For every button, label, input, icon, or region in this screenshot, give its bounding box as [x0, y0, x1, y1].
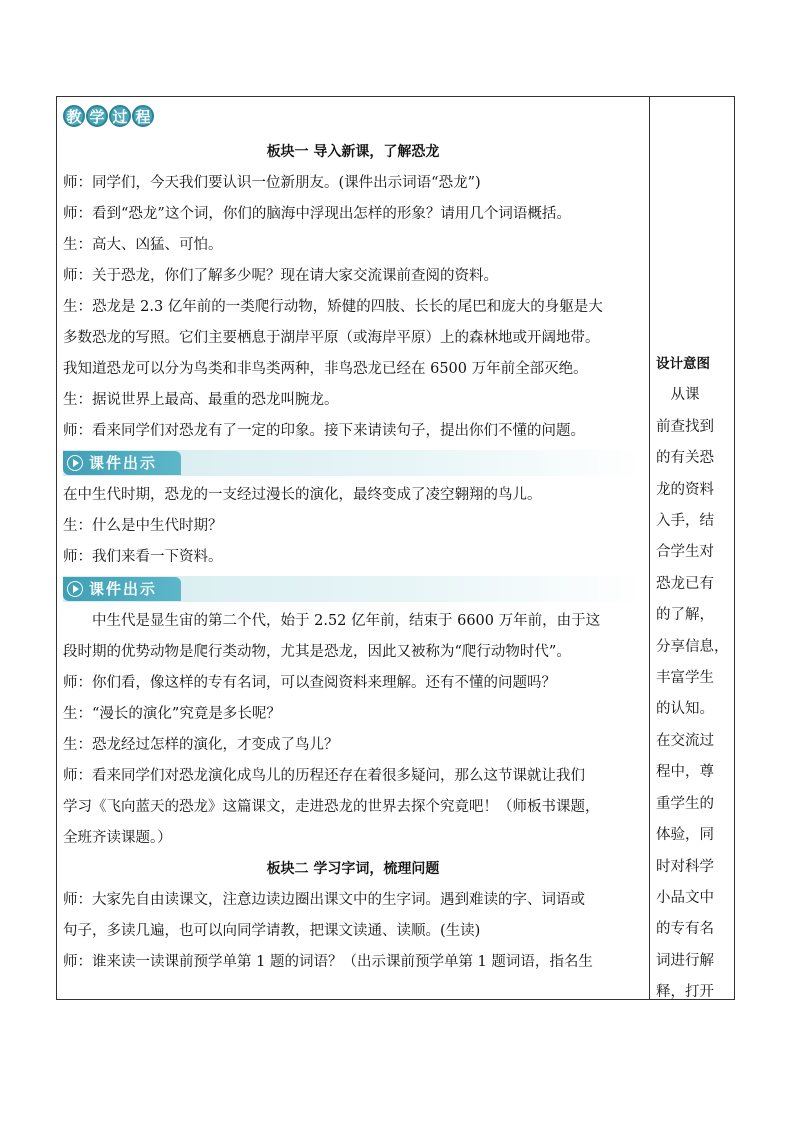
badge-char: 过: [109, 105, 131, 127]
text-line: 师：关于恐龙，你们了解多少呢？现在请大家交流课前查阅的资料。: [63, 268, 498, 284]
side-line: 合学生对: [656, 544, 714, 561]
lesson-content: [63, 137, 643, 978]
text-line: 生：恐龙经过怎样的演化，才变成了鸟儿？: [63, 737, 339, 753]
play-icon: [67, 455, 83, 471]
text-line: 师：你们看，像这样的专有名词，可以查阅资料来理解。还有不懂的问题吗？: [63, 675, 556, 691]
side-line: 时对科学: [656, 858, 714, 875]
text-line: 学习《飞向蓝天的恐龙》这篇课文，走进恐龙的世界去探个究竟吧！（师板书课题，: [63, 799, 600, 815]
side-line: 从课: [656, 387, 700, 404]
text-line: 师：谁来读一读课前预学单第 1 题的词语？（出示课前预学单第 1 题词语，指名生: [63, 954, 593, 970]
side-line: 词进行解: [656, 952, 714, 969]
side-line: 释，打开: [656, 984, 714, 1001]
text-line: 我知道恐龙可以分为鸟类和非鸟类两种，非鸟恐龙已经在 6500 万年前全部灭绝。: [63, 361, 588, 377]
text-line: 段时期的优势动物是爬行类动物，尤其是恐龙，因此又被称为“爬行动物时代”。: [63, 644, 571, 660]
side-line: 的了解，: [656, 607, 714, 624]
lesson-table: [56, 96, 735, 1000]
text-line: 生：据说世界上最高、最重的恐龙叫腕龙。: [63, 392, 339, 408]
side-line: 重学生的: [656, 795, 714, 812]
side-line: 在交流过: [656, 732, 714, 749]
text-line: 多数恐龙的写照。它们主要栖息于湖岸平原（或海岸平原）上的森林地或开阔地带。: [63, 330, 600, 346]
side-line: 恐龙已有: [656, 575, 714, 592]
text-line: 句子，多读几遍，也可以向同学请教，把课文读通、读顺。(生读): [63, 923, 481, 939]
banner-tab: [63, 577, 181, 601]
text-line: 在中生代时期，恐龙的一支经过漫长的演化，最终变成了凌空翱翔的鸟儿。: [63, 487, 542, 503]
section-heading-1: 板块一 导入新课，了解恐龙: [266, 144, 440, 160]
side-line: 小品文中: [656, 889, 714, 906]
side-line: 的认知。: [656, 701, 714, 718]
text-line: 师：大家先自由读课文，注意边读边圈出课文中的生字词。遇到难读的字、词语或: [63, 892, 585, 908]
banner-tab: [63, 451, 181, 475]
text-line: 生：“漫长的演化”究竟是多长呢？: [63, 706, 281, 722]
design-intent-content: [656, 349, 732, 1009]
side-line: 入手，结: [656, 513, 714, 530]
text-line: 师：同学们，今天我们要认识一位新朋友。(课件出示词语“恐龙”): [63, 175, 481, 191]
text-line: 师：我们来看一下资料。: [63, 549, 223, 565]
text-line: 师：看来同学们对恐龙演化成鸟儿的历程还存在着很多疑问，那么这节课就让我们: [63, 768, 585, 784]
section-heading-2: 板块二 学习字词，梳理问题: [266, 861, 440, 877]
side-line: 前查找到: [656, 418, 714, 435]
main-column: [57, 97, 650, 999]
text-line: 师：看来同学们对恐龙有了一定的印象。接下来请读句子，提出你们不懂的问题。: [63, 423, 585, 439]
text-line: 全班齐读课题。）: [63, 830, 172, 846]
side-line: 的有关恐: [656, 450, 714, 467]
side-line: 分享信息，: [656, 638, 729, 655]
text-line: 生：什么是中生代时期？: [63, 518, 223, 534]
side-line: 的专有名: [656, 921, 714, 938]
side-line: 丰富学生: [656, 670, 714, 687]
design-intent-column: [650, 97, 734, 999]
courseware-banner: [63, 450, 643, 476]
text-line: 生：恐龙是 2.3 亿年前的一类爬行动物，矫健的四肢、长长的尾巴和庞大的身躯是大: [63, 299, 603, 315]
text-line: 师：看到“恐龙”这个词，你们的脑海中浮现出怎样的形象？请用几个词语概括。: [63, 206, 571, 222]
badge-char: 学: [86, 105, 108, 127]
badge-char: 程: [132, 105, 154, 127]
badge-char: 教: [63, 105, 85, 127]
teaching-process-badge: [63, 105, 155, 127]
text-line: 中生代是显生宙的第二个代，始于 2.52 亿年前，结束于 6600 万年前，由于这: [92, 613, 601, 629]
side-line: 程中，尊: [656, 764, 714, 781]
banner-label: 课件出示: [89, 453, 158, 472]
courseware-banner: [63, 576, 643, 602]
banner-label: 课件出示: [89, 579, 158, 598]
side-line: 龙的资料: [656, 481, 714, 498]
play-icon: [67, 581, 83, 597]
side-line: 体验，同: [656, 827, 714, 844]
text-line: 生：高大、凶猛、可怕。: [63, 237, 223, 253]
design-intent-title: 设计意图: [656, 356, 710, 372]
